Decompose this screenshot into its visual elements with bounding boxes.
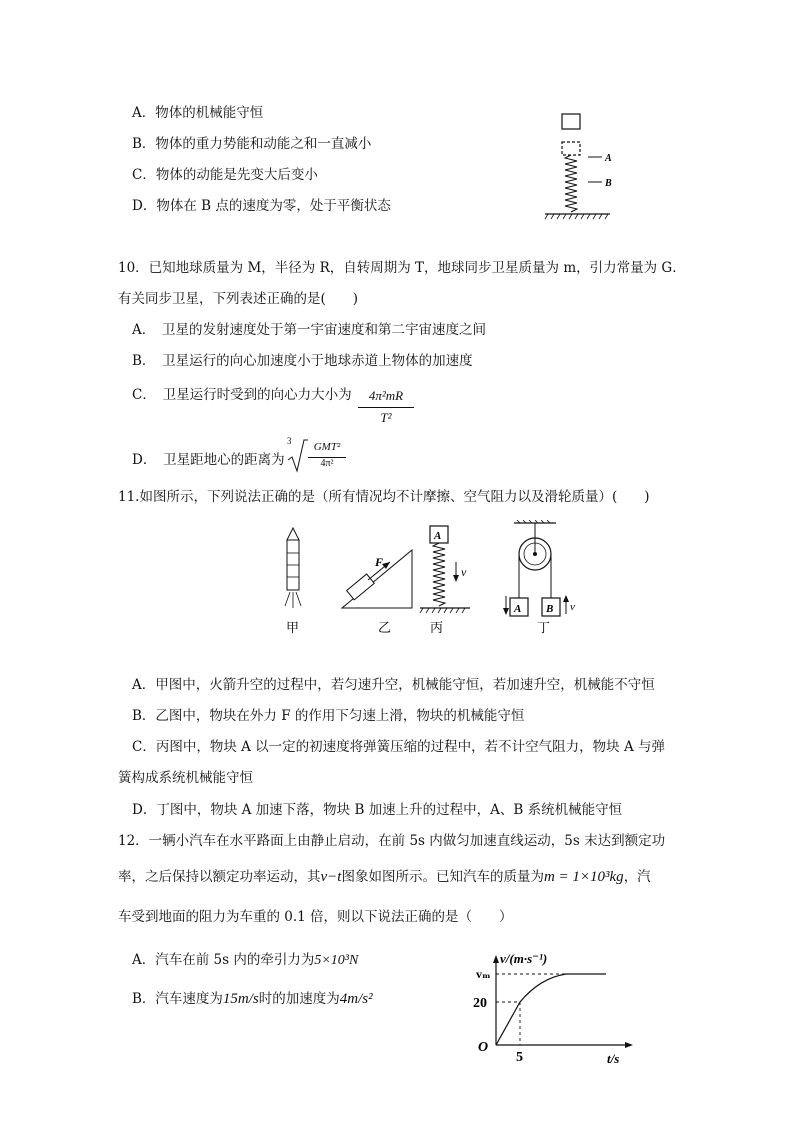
q11-option-d: D．丁图中，物块 A 加速下落，物块 B 加速上升的过程中，A、B 系统机械能守恒 — [132, 802, 623, 818]
vt-curve — [496, 974, 606, 1045]
q10-c-fraction-bar — [358, 407, 414, 408]
q12-stem-line2-b: 图象如图所示。已知汽车的质量为 — [341, 869, 544, 885]
q10-c-denominator: T² — [380, 410, 392, 425]
q11-option-c-line2: 簧构成系统机械能守恒 — [118, 770, 253, 786]
block-top — [562, 114, 580, 129]
vm-label: vₘ — [476, 967, 491, 981]
q12-stem-line2 — [118, 868, 651, 886]
q11-figures — [270, 520, 590, 640]
q12-stem-vt: v−t — [320, 869, 342, 885]
q12-option-b-speed: 15m/s — [222, 991, 259, 1007]
q9-option-d: D．物体在 B 点的速度为零，处于平衡状态 — [132, 198, 391, 214]
q12-stem-line2-end: ，汽 — [623, 869, 651, 885]
q10-d-numerator: GMT² — [313, 441, 341, 453]
t-axis-label: t/s — [607, 1051, 620, 1065]
label-ding: 丁 — [537, 620, 551, 635]
q12-stem-mass: m = 1×10³kg — [543, 869, 624, 885]
label-b: B — [605, 178, 612, 189]
q12-stem-line2-a: 率，之后保持以额定功率运动，其 — [118, 869, 321, 885]
q12-vt-graph — [470, 945, 640, 1065]
q12-stem-line1: 12．一辆小汽车在水平路面上由静止启动，在前 5s 内做匀加速直线运动，5s 末达到额定功 — [118, 833, 666, 849]
q12-stem-line3: 车受到地面的阻力为车重的 0.1 倍，则以下说法正确的是（ ） — [118, 909, 513, 925]
q11-option-b: B．乙图中，物块在外力 F 的作用下匀速上滑，物块的机械能守恒 — [132, 708, 525, 724]
label-bing: 丙 — [430, 620, 444, 635]
q12-option-a — [132, 951, 358, 970]
y-tick-20: 20 — [473, 996, 487, 1011]
q9-option-a: A．物体的机械能守恒 — [132, 105, 264, 121]
q12-option-a-text: A．汽车在前 5s 内的牵引力为 — [132, 952, 315, 968]
label-ding-v: v — [570, 601, 575, 613]
pulley-figure — [503, 520, 569, 616]
q9-option-b: B．物体的重力势能和动能之和一直减小 — [132, 136, 372, 152]
q12-option-b-text: B．汽车速度为 — [132, 991, 223, 1007]
q10-stem-line2: 有关同步卫星，下列表述正确的是( ) — [118, 291, 359, 307]
q10-option-b: B． 卫星运行的向心加速度小于地球赤道上物体的加速度 — [132, 353, 473, 369]
q12-option-b-acc: 4m/s² — [339, 991, 373, 1007]
q11-option-a: A．甲图中，火箭升空的过程中，若匀速升空，机械能守恒，若加速升空，机械能不守恒 — [132, 677, 655, 693]
label-ding-b: B — [546, 603, 554, 615]
v-axis-label: v/(m·s⁻¹) — [500, 951, 548, 966]
q10-d-denominator: 4π² — [320, 458, 334, 469]
q10-d-root-index: 3 — [287, 436, 292, 446]
label-ding-a: A — [514, 603, 522, 615]
rocket-figure — [285, 528, 301, 608]
x-tick-5: 5 — [516, 1050, 523, 1065]
q10-option-d: D． 卫星距地心的距离为 — [132, 452, 285, 468]
q10-option-a: A． 卫星的发射速度处于第一宇宙速度和第二宇宙速度之间 — [132, 322, 486, 338]
q10-stem-line1: 10．已知地球质量为 M，半径为 R，自转周期为 T，地球同步卫星质量为 m，引力常量为 G． — [118, 260, 686, 276]
q12-option-a-value: 5×10³N — [314, 953, 359, 968]
label-jia: 甲 — [286, 620, 300, 635]
q9-option-c: C．物体的动能是先变大后变小 — [132, 167, 318, 183]
spring-coil — [565, 155, 577, 212]
label-bing-v: v — [461, 565, 467, 579]
q10-option-c: C． 卫星运行时受到的向心力大小为 — [132, 387, 352, 403]
block-dashed — [562, 142, 580, 155]
label-bing-a: A — [434, 530, 442, 542]
q11-stem: 11.如图所示，下列说法正确的是（所有情况均不计摩擦、空气阻力以及滑轮质量）( ) — [118, 489, 650, 505]
label-yi: 乙 — [378, 620, 392, 635]
label-f: F — [375, 555, 384, 569]
q9-spring-figure — [540, 108, 620, 223]
q11-option-c-line1: C．丙图中，物块 A 以一定的初速度将弹簧压缩的过程中，若不计空气阻力，物块 A 与弹 — [132, 739, 665, 755]
label-a: A — [605, 153, 612, 164]
q12-option-b-mid: 时的加速度为 — [258, 991, 340, 1007]
q12-option-b — [132, 990, 373, 1008]
q10-c-numerator: 4π²mR — [368, 388, 404, 403]
origin-label: O — [478, 1040, 489, 1055]
